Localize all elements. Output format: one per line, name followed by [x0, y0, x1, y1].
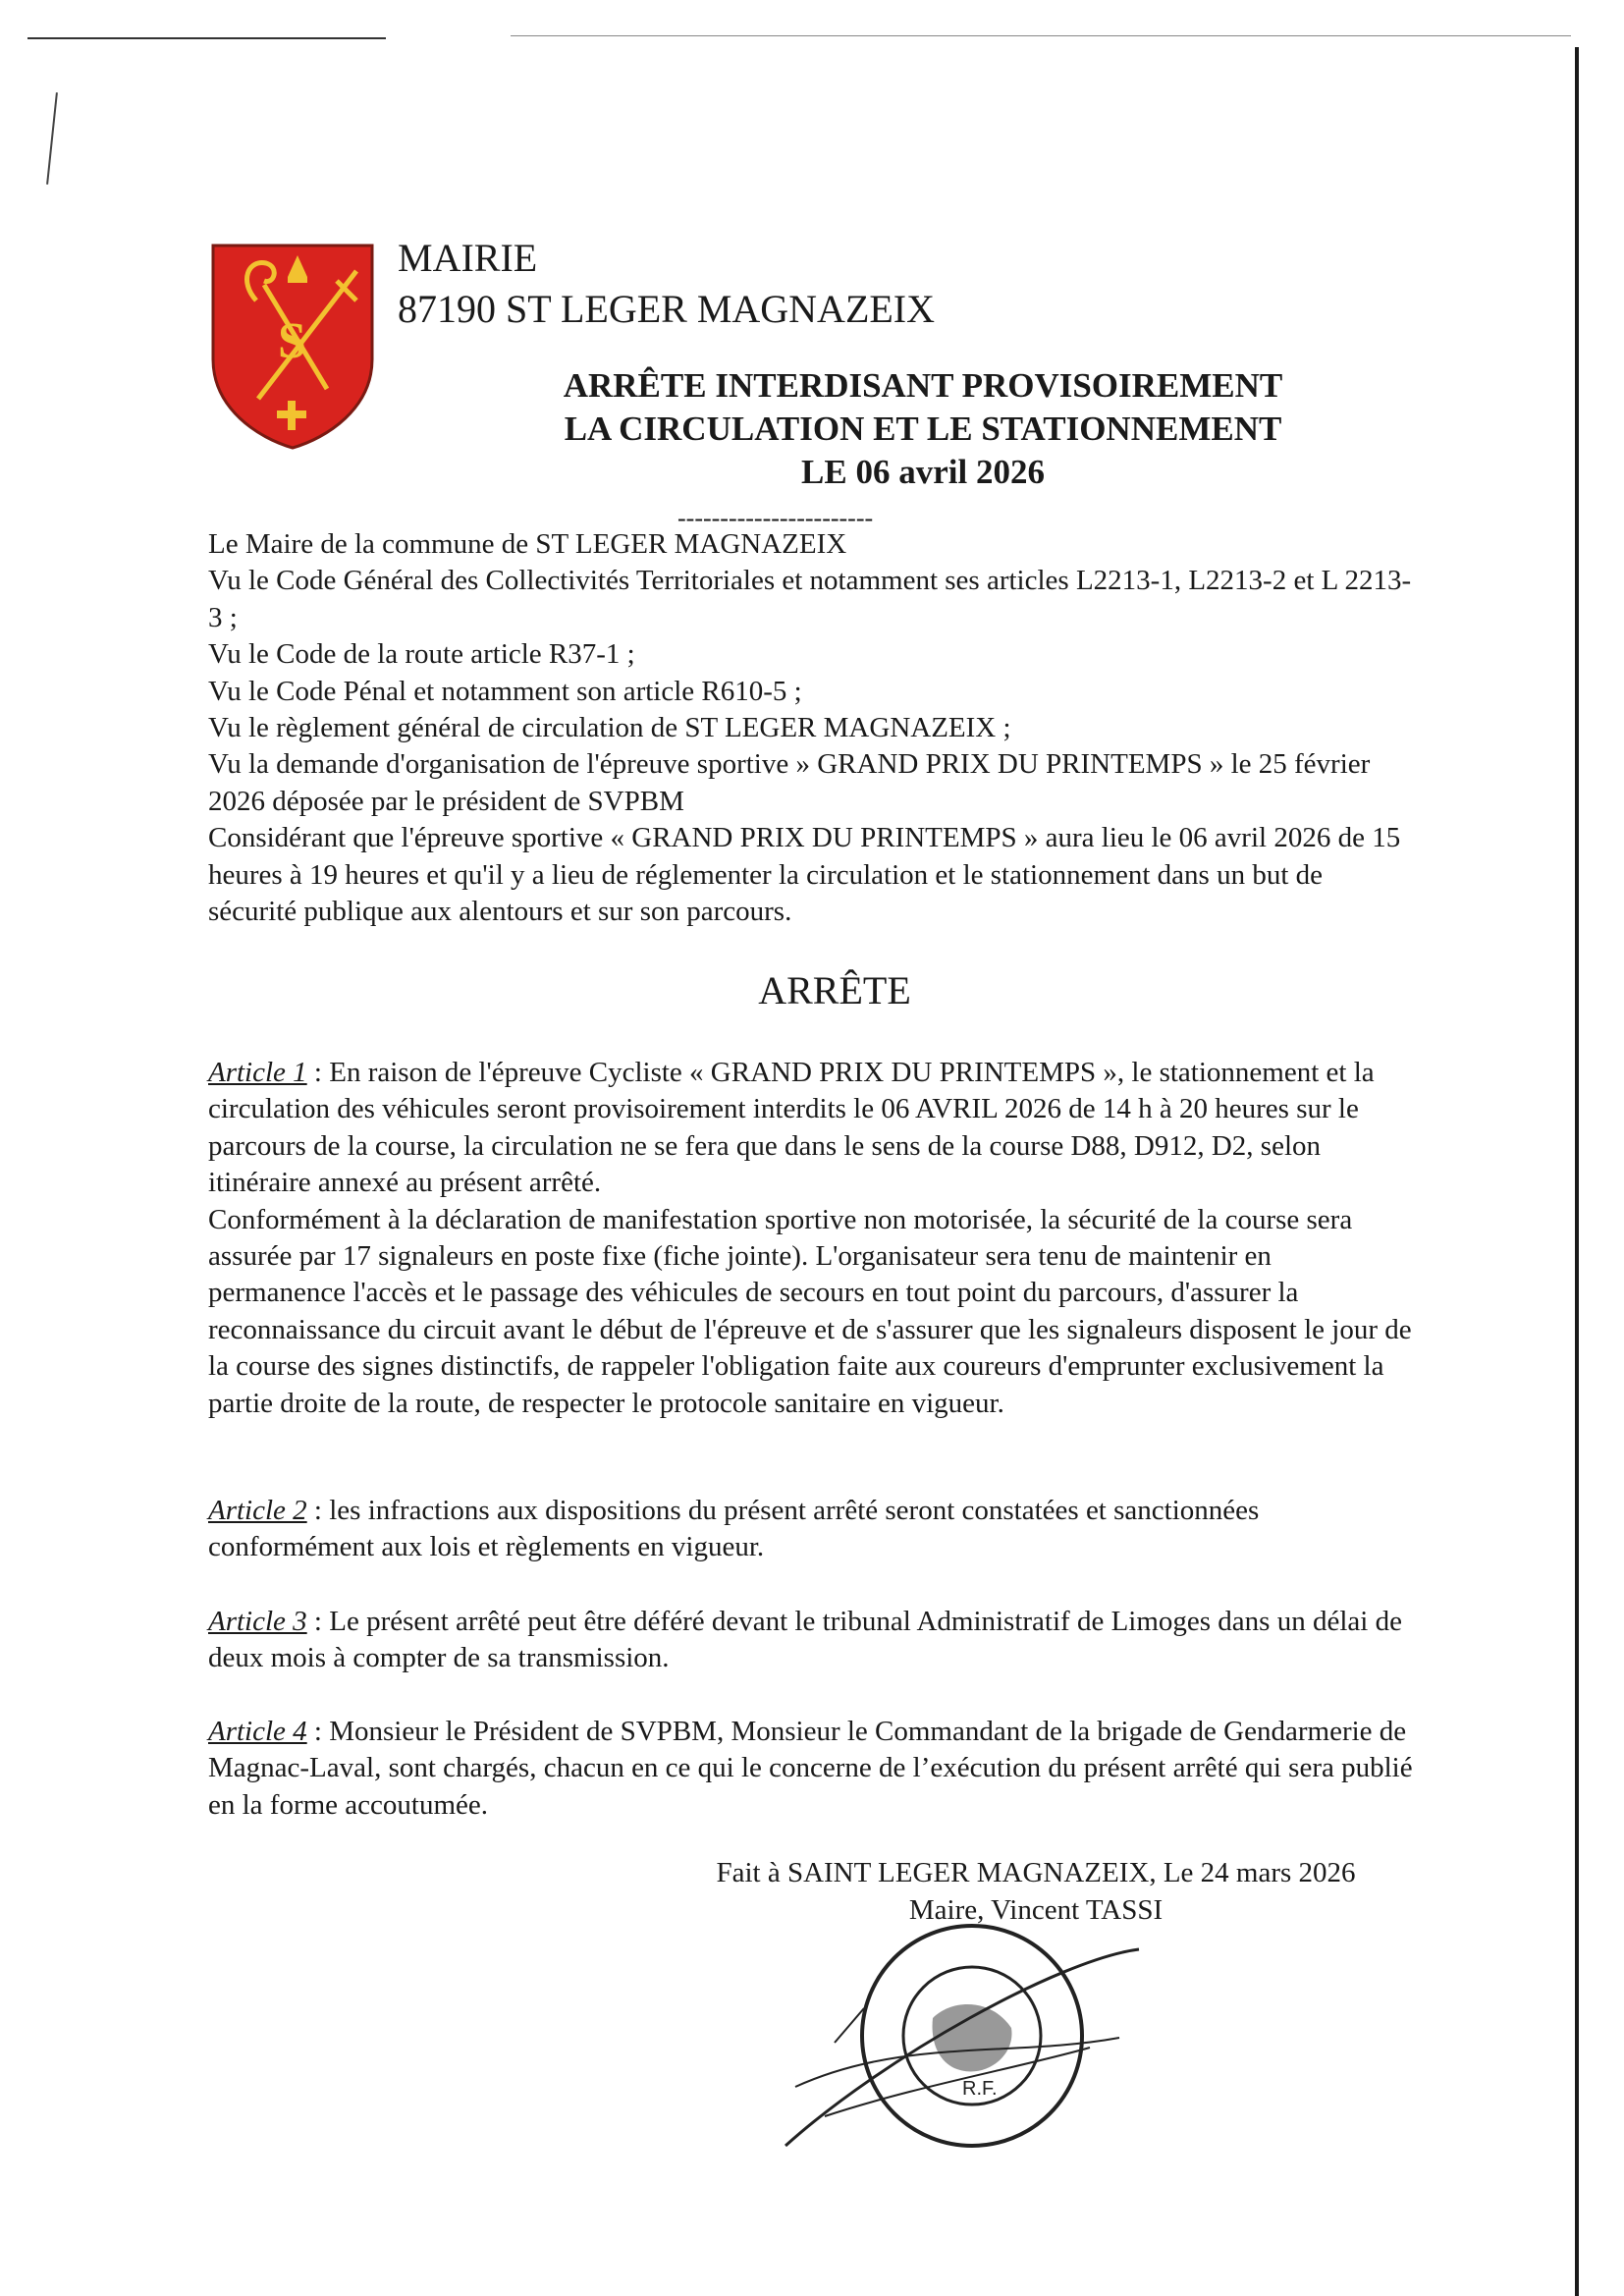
article-label: Article 3	[208, 1606, 307, 1637]
article-text: : Le présent arrêté peut être déféré devant le tribunal Administratif de Limoges dans un délai de deux mois à compter de sa transmission.	[208, 1606, 1402, 1674]
signatory: Maire, Vincent TASSI	[908, 1894, 1164, 1926]
title-line-2: LA CIRCULATION ET LE STATIONNEMENT	[564, 410, 1282, 448]
preamble-line: Vu le Code de la route article R37-1 ;	[208, 638, 635, 671]
preamble-line: Vu le Code Pénal et notamment son article R610-5 ;	[208, 675, 802, 707]
article-label: Article 1	[208, 1057, 307, 1088]
signature-block	[550, 1854, 1522, 1929]
scan-edge-line	[511, 35, 1571, 36]
preamble-line: Vu le Code Général des Collectivités Territoriales et notamment ses articles L2213-1, L2213-2 et L 2213-3 ;	[208, 565, 1412, 633]
mairie-label: MAIRIE	[398, 236, 538, 280]
title-line-1: ARRÊTE INTERDISANT PROVISOIREMENT	[563, 366, 1283, 405]
commune-label: 87190 ST LEGER MAGNAZEIX	[398, 287, 936, 331]
mairie-header	[398, 233, 935, 335]
article-label: Article 2	[208, 1495, 307, 1526]
scan-edge-line	[27, 37, 386, 39]
official-stamp-icon	[766, 1920, 1149, 2165]
article-1	[208, 1055, 1416, 1422]
article-text: : En raison de l'épreuve Cycliste « GRAND PRIX DU PRINTEMPS », le stationnement et la circulation des véhicules seront provisoirement interdits le 06 AVRIL 2026 de 14 h à 20 heures sur le parcours de la course, la circulation ne se fera que dans le sens de la course D88, D912, D2, selon itinéraire annexé au présent arrêté.	[208, 1057, 1375, 1199]
place-date: Fait à SAINT LEGER MAGNAZEIX, Le 24 mars 2026	[716, 1857, 1356, 1888]
article-2	[208, 1493, 1416, 1566]
preamble-line: Le Maire de la commune de ST LEGER MAGNAZEIX	[208, 528, 847, 560]
article-label: Article 4	[208, 1716, 307, 1747]
title-separator: -----------------------	[677, 504, 874, 532]
preamble-line: Vu le règlement général de circulation de ST LEGER MAGNAZEIX ;	[208, 712, 1011, 744]
pen-mark	[46, 92, 58, 185]
article-text: : Monsieur le Président de SVPBM, Monsieur le Commandant de la brigade de Gendarmerie de Magnac-Laval, sont chargés, chacun en ce qui le concerne de l’exécution du présent arrêté qui sera publié en la forme accoutumée.	[208, 1716, 1413, 1821]
svg-text:R.F.: R.F.	[962, 2078, 998, 2100]
scan-edge-line	[1575, 47, 1579, 2296]
preamble	[208, 526, 1416, 930]
article-4	[208, 1714, 1416, 1824]
svg-text:S: S	[278, 313, 306, 369]
preamble-line: Vu la demande d'organisation de l'épreuve sportive » GRAND PRIX DU PRINTEMPS » le 25 février 2026 déposée par le président de SVPBM	[208, 748, 1371, 817]
preamble-line: Considérant que l'épreuve sportive « GRAND PRIX DU PRINTEMPS » aura lieu le 06 avril 2026 de 15 heures à 19 heures et qu'il y a lieu de réglementer la circulation et le stationnement dans un but de sécurité publique aux alentours et sur son parcours.	[208, 822, 1401, 928]
coat-of-arms-icon	[209, 242, 376, 450]
title-line-3: LE 06 avril 2026	[801, 453, 1045, 491]
article-extra: Conformément à la déclaration de manifestation sportive non motorisée, la sécurité de la course sera assurée par 17 signaleurs en poste fixe (fiche jointe). L'organisateur sera tenu de maintenir en permanence l'accès et le passage des véhicules de secours en tout point du parcours, d'assurer la reconnaissance du circuit avant le début de l'épreuve et de s'assurer que les signaleurs disposent le jour de la course des signes distinctifs, de rappeler l'obligation faite aux coureurs d'emprunter exclusivement la partie droite de la route, de respecter le protocole sanitaire en vigueur.	[208, 1203, 1412, 1419]
document-title	[412, 364, 1434, 494]
article-text: : les infractions aux dispositions du présent arrêté seront constatées et sanctionnées conformément aux lois et règlements en vigueur.	[208, 1495, 1260, 1563]
arrete-heading: ARRÊTE	[758, 968, 911, 1012]
article-3	[208, 1604, 1416, 1677]
